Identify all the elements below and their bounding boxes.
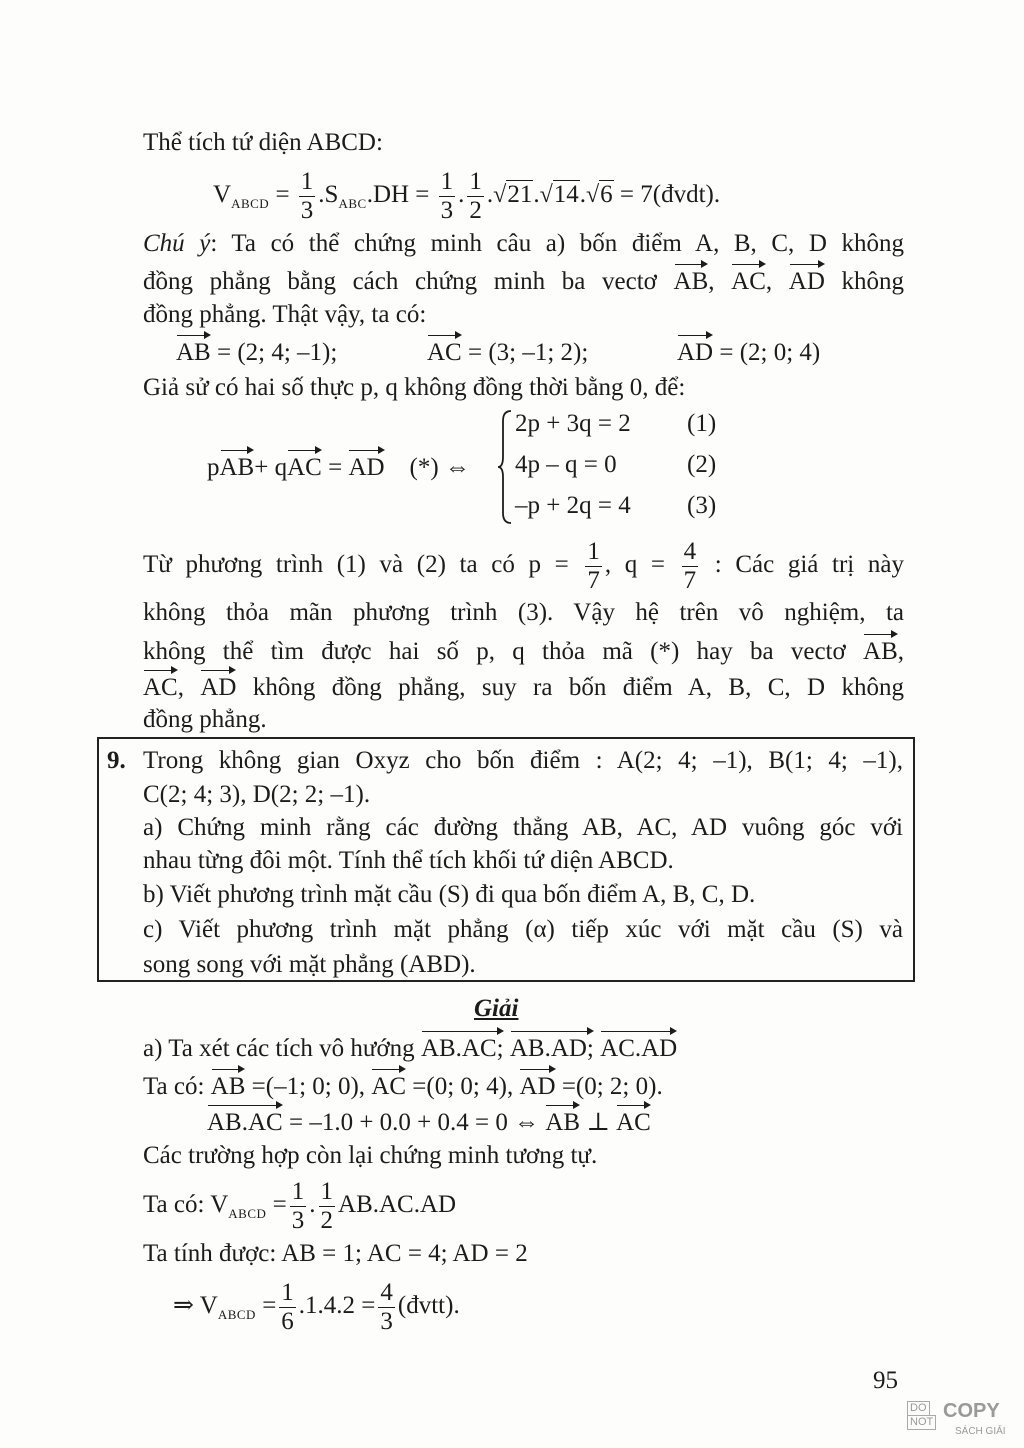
problem-number: 9.	[107, 747, 126, 774]
solution-heading: Giải	[474, 995, 519, 1022]
left-brace-icon	[497, 409, 513, 525]
solution-line-6: Ta tính được: AB = 1; AC = 4; AD = 2	[143, 1240, 528, 1267]
problem-line-3: a) Chứng minh rằng các đường thẳng AB, AC, AD vuông góc với	[143, 814, 903, 841]
line-conclusion-4: đồng phẳng.	[143, 706, 267, 733]
equation-2: 4p – q = 0	[515, 451, 617, 478]
line-note: Chú ý: Ta có thể chứng minh câu a) bốn điểm A, B, C, D không	[143, 230, 904, 257]
watermark-logo: DO NOT COPY SÁCH GIẢI	[905, 1400, 1015, 1444]
line-volume-title: Thể tích tứ diện ABCD:	[143, 129, 383, 156]
line-conclusion-3: AC, AD không đồng phẳng, suy ra bốn điểm A, B, C, D không	[143, 669, 904, 703]
line-note-3: đồng phẳng. Thật vậy, ta có:	[143, 301, 427, 328]
equation-2-number: (2)	[687, 451, 717, 478]
solution-line-4: Các trường hợp còn lại chứng minh tương tự.	[143, 1142, 598, 1169]
problem-line-1: Trong không gian Oxyz cho bốn điểm : A(2; 4; –1), B(1; 4; –1),	[143, 747, 903, 774]
line-conclusion-2: không thể tìm được hai số p, q thỏa mã (*) hay ba vectơ AB,	[143, 633, 904, 667]
line-note-2: đồng phẳng bằng cách chứng minh ba vectơ AB, AC, AD không	[143, 263, 904, 297]
equation-1-number: (1)	[687, 410, 717, 437]
vector-ac-coords: AC = (3; –1; 2);	[427, 334, 588, 368]
equation-1: 2p + 3q = 2	[515, 410, 631, 437]
vector-ab-coords: AB = (2; 4; –1);	[176, 334, 337, 368]
problem-line-7: song song với mặt phẳng (ABD).	[143, 951, 476, 978]
equation-3-number: (3)	[687, 492, 717, 519]
system-lhs: pAB+ qAC = AD (*) ⇔	[207, 449, 470, 483]
vector-ad-coords: AD = (2; 0; 4)	[677, 334, 820, 368]
line-assume: Giả sử có hai số thực p, q không đồng thời bằng 0, để:	[143, 374, 686, 401]
problem-line-2: C(2; 4; 3), D(2; 2; –1).	[143, 781, 371, 808]
formula-volume: $V_{ABCD}$ = $\frac{1}{3}$ $.S_{ABC}.DH$ = $\frac{1}{3}$ . $\frac{1}{2}$ .√21.√14.√6 = 7(đvdt).	[213, 168, 721, 224]
solution-line-1: a) Ta xét các tích vô hướng AB.AC; AB.AD; AC.AD	[143, 1030, 677, 1064]
line-conclusion-1: không thỏa mãn phương trình (3). Vậy hệ trên vô nghiệm, ta	[143, 599, 904, 626]
solution-line-7: ⇒ $V_{ABCD}$ = $\frac{1}{6}$ .1.4.2 = $\frac{4}{3}$ (đvtt).	[173, 1278, 460, 1335]
solution-line-5: Ta có: $V_{ABCD}$ = $\frac{1}{3}$ . $\frac{1}{2}$ AB.AC.AD	[143, 1177, 457, 1234]
problem-line-6: c) Viết phương trình mặt phẳng (α) tiếp xúc với mặt cầu (S) và	[143, 916, 903, 943]
equation-3: –p + 2q = 4	[515, 492, 631, 519]
page-number: 95	[873, 1367, 898, 1394]
problem-line-4: nhau từng đôi một. Tính thể tích khối tứ diện ABCD.	[143, 847, 674, 874]
problem-line-5: b) Viết phương trình mặt cầu (S) đi qua bốn điểm A, B, C, D.	[143, 881, 756, 908]
solution-line-2: Ta có: AB =(–1; 0; 0), AC =(0; 0; 4), AD =(0; 2; 0).	[143, 1068, 663, 1102]
line-from-equations: Từ phương trình (1) và (2) ta có p = $\frac{1}{7}$ , q = $\frac{4}{7}$ : Các giá trị này	[143, 537, 904, 594]
solution-line-3: AB.AC = –1.0 + 0.0 + 0.4 = 0 ⇔ AB ⊥ AC	[207, 1104, 651, 1138]
